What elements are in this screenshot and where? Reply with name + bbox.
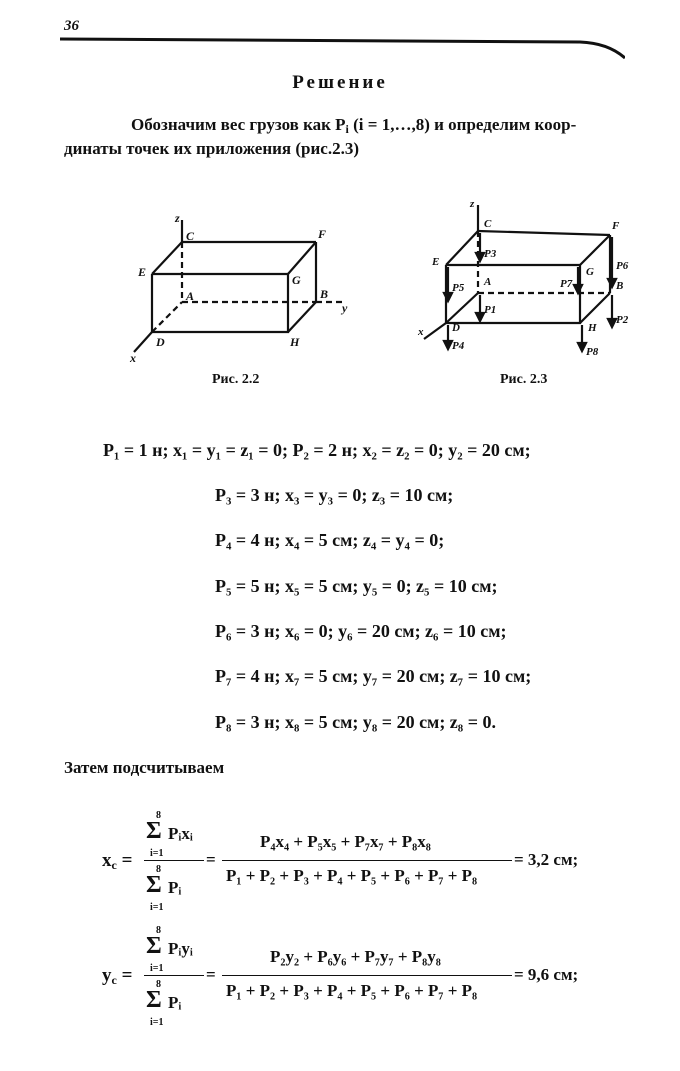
- fig22-label-x: x: [130, 351, 136, 365]
- data-line-1: P₁ = 1 н; x₁ = y₁ = z₁ = 0; P₂ = 2 н; x₂ = z₂ = 0; y₂ = 20 см;: [103, 440, 531, 460]
- fig23-label-e: E: [432, 256, 440, 268]
- fig22-label-z: z: [175, 211, 180, 225]
- formula-yc-lhs: y: [102, 965, 112, 986]
- page-number: 36: [64, 18, 79, 34]
- formula-yc-sum-den: Pᵢ: [168, 993, 182, 1012]
- formula-xc-lower-1: i=1: [150, 848, 164, 859]
- fig23-label-d: D: [452, 322, 460, 334]
- formula-yc-result: = 9,6 см;: [514, 965, 579, 984]
- data-line-2: P₃ = 3 н; x₃ = y₃ = 0; z₃ = 10 см;: [215, 485, 454, 505]
- formula-yc-lower-2: i=1: [150, 1017, 164, 1028]
- figure-2-2-caption: Рис. 2.2: [212, 372, 260, 387]
- fig23-label-p6: P6: [616, 260, 629, 272]
- fig22-label-a: A: [186, 289, 195, 303]
- formula-xc-lhs: x: [102, 850, 112, 871]
- fig23-label-p8: P8: [586, 346, 599, 358]
- data-line-7: P₈ = 3 н; x₈ = 5 см; y₈ = 20 см; z₈ = 0.: [215, 712, 496, 732]
- data-line-5: P₆ = 3 н; x₆ = 0; y₆ = 20 см; z₆ = 10 см;: [215, 621, 507, 641]
- formula-yc-upper-1: 8: [156, 925, 161, 936]
- fig23-label-g: G: [586, 266, 594, 278]
- formula-xc-numerator: P₄x₄ + P₅x₅ + P₇x₇ + P₈x₈: [260, 832, 431, 851]
- fig23-label-p4: P4: [452, 340, 465, 352]
- fig22-label-b: B: [320, 287, 329, 301]
- intro-line-2: динаты точек их приложения (рис.2.3): [64, 139, 359, 158]
- fig23-label-p7: P7: [560, 278, 573, 290]
- formula-yc-sum-num: Pᵢyᵢ: [168, 939, 193, 958]
- data-line-6: P₇ = 4 н; x₇ = 5 см; y₇ = 20 см; z₇ = 10 см;: [215, 666, 532, 686]
- fig23-label-h: H: [588, 322, 597, 334]
- fig22-label-g: G: [292, 273, 301, 287]
- formula-xc: $x_c$ = 8 Σ Pᵢxᵢ i=1 8 Σ Pᵢ i=1 = P₄x₄ + P₅x₅ + P₇x₇ + P₈x₈ P₁ + P₂ + P₃ + P₄ + P₅ + P₆ + P₇ + P₈ = 3,2 см;: [102, 810, 579, 913]
- fig23-label-z: z: [470, 198, 475, 210]
- fig23-label-a: A: [484, 276, 492, 288]
- section-heading: Решение: [292, 72, 388, 93]
- formula-xc-lower-2: i=1: [150, 902, 164, 913]
- fig22-label-h: H: [290, 335, 300, 349]
- header-rule: [60, 36, 625, 66]
- formula-xc-sum-num: Pᵢxᵢ: [168, 824, 193, 843]
- then-text: Затем подсчитываем: [64, 758, 225, 777]
- formula-yc-lower-1: i=1: [150, 963, 164, 974]
- fig23-label-p3: P3: [484, 248, 497, 260]
- fig22-label-e: E: [138, 265, 147, 279]
- figure-2-3: [410, 195, 640, 370]
- formula-yc: $y_c$ = 8 Σ Pᵢyᵢ i=1 8 Σ Pᵢ i=1 = P₂y₂ + P₆y₆ + P₇y₇ + P₈y₈ P₁ + P₂ + P₃ + P₄ + P₅ + P₆ + P₇ + P₈ = 9,6 см;: [102, 925, 579, 1028]
- intro-line-1: Обозначим вес грузов как $P_i$ (i = 1,…,8) и определим коор-: [131, 115, 577, 136]
- formula-yc-numerator: P₂y₂ + P₆y₆ + P₇y₇ + P₈y₈: [270, 947, 441, 966]
- figure-2-3-caption: Рис. 2.3: [500, 372, 548, 387]
- formula-xc-denominator: P₁ + P₂ + P₃ + P₄ + P₅ + P₆ + P₇ + P₈: [226, 866, 478, 885]
- formula-xc-sum-den: Pᵢ: [168, 878, 182, 897]
- formula-yc-upper-2: 8: [156, 979, 161, 990]
- data-line-3: P₄ = 4 н; x₄ = 5 см; z₄ = y₄ = 0;: [215, 530, 445, 550]
- fig22-label-c: C: [186, 229, 195, 243]
- data-line-4: P₅ = 5 н; x₅ = 5 см; y₅ = 0; z₅ = 10 см;: [215, 576, 498, 596]
- fig23-label-x: x: [418, 326, 424, 338]
- fig23-label-p1: P1: [484, 304, 497, 316]
- fig23-label-p5: P5: [452, 282, 465, 294]
- fig23-label-c: C: [484, 218, 492, 230]
- formula-yc-denominator: P₁ + P₂ + P₃ + P₄ + P₅ + P₆ + P₇ + P₈: [226, 981, 478, 1000]
- fig22-label-d: D: [156, 335, 165, 349]
- fig22-label-y: y: [342, 301, 348, 315]
- formula-xc-upper-2: 8: [156, 864, 161, 875]
- formula-xc-result: = 3,2 см;: [514, 850, 579, 869]
- formula-xc-upper-1: 8: [156, 810, 161, 821]
- fig23-label-f: F: [612, 220, 620, 232]
- fig23-label-p2: P2: [616, 314, 629, 326]
- fig22-label-f: F: [318, 227, 327, 241]
- figure-2-2: [120, 210, 360, 370]
- fig23-label-b: B: [616, 280, 624, 292]
